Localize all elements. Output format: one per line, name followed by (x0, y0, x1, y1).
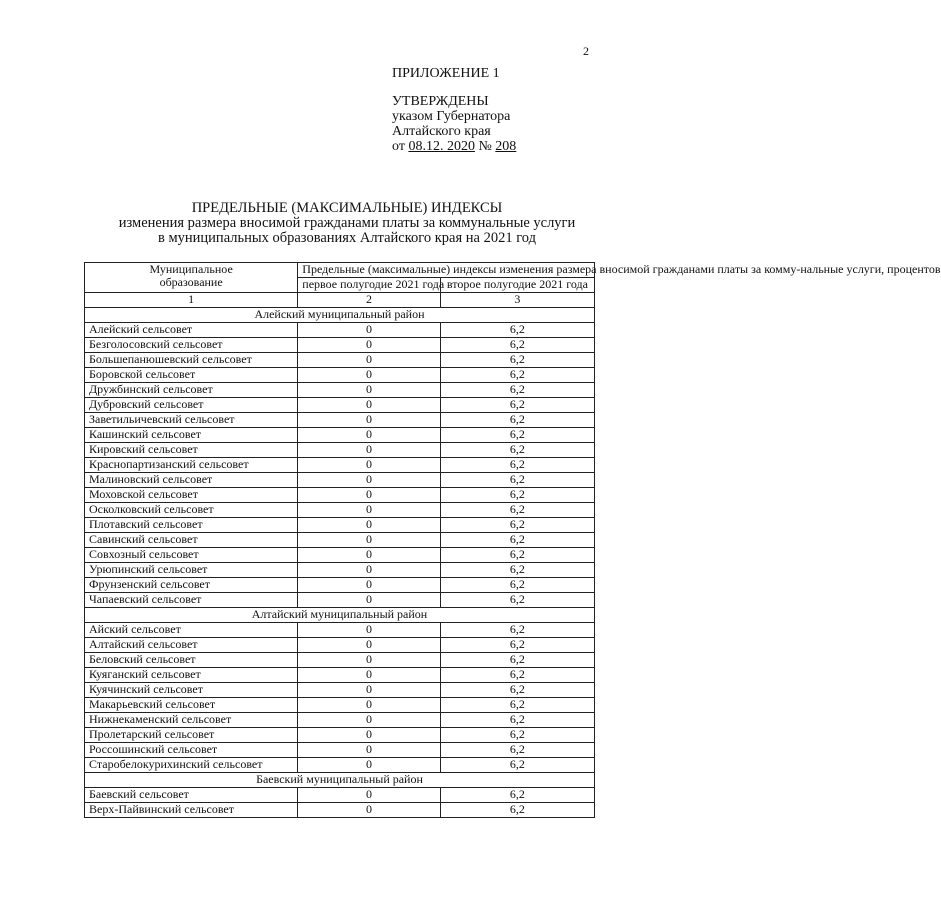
table-row (85, 578, 595, 593)
column-number-row (85, 293, 595, 308)
first-half-value: 0 (298, 398, 441, 413)
first-half-value: 0 (298, 413, 441, 428)
first-half-value: 0 (298, 338, 441, 353)
municipality-name: Беловский сельсовет (85, 653, 298, 668)
first-half-value: 0 (298, 683, 441, 698)
second-half-value: 6,2 (440, 383, 594, 398)
first-half-value: 0 (298, 668, 441, 683)
approved-label: УТВЕРЖДЕНЫ (392, 94, 489, 109)
second-half-value: 6,2 (440, 518, 594, 533)
number-prefix: № (478, 139, 492, 154)
column-number: 1 (85, 293, 298, 308)
municipality-name: Моховской сельсовет (85, 488, 298, 503)
second-half-value: 6,2 (440, 353, 594, 368)
second-half-value: 6,2 (440, 803, 594, 818)
first-half-value: 0 (298, 653, 441, 668)
table-row (85, 458, 595, 473)
district-row (85, 308, 595, 323)
table-row (85, 548, 595, 563)
second-half-value: 6,2 (440, 488, 594, 503)
municipality-name: Совхозный сельсовет (85, 548, 298, 563)
table-row (85, 803, 595, 818)
table-row (85, 743, 595, 758)
title-line-1: ПРЕДЕЛЬНЫЕ (МАКСИМАЛЬНЫЕ) ИНДЕКСЫ (191, 200, 503, 216)
first-half-value: 0 (298, 518, 441, 533)
municipality-name: Большепанюшевский сельсовет (85, 353, 298, 368)
second-half-value: 6,2 (440, 413, 594, 428)
second-half-value: 6,2 (440, 458, 594, 473)
district-row (85, 608, 595, 623)
first-half-value: 0 (298, 728, 441, 743)
approved-region-line: Алтайского края (392, 124, 491, 139)
first-half-value: 0 (298, 428, 441, 443)
municipality-name: Фрунзенский сельсовет (85, 578, 298, 593)
first-half-value: 0 (298, 353, 441, 368)
table-row (85, 443, 595, 458)
second-half-value: 6,2 (440, 563, 594, 578)
second-half-value: 6,2 (440, 728, 594, 743)
header-first-half: первое полугодие 2021 года (298, 278, 441, 293)
table-row (85, 623, 595, 638)
table-row (85, 653, 595, 668)
second-half-value: 6,2 (440, 398, 594, 413)
table-row (85, 713, 595, 728)
second-half-value: 6,2 (440, 323, 594, 338)
first-half-value: 0 (298, 488, 441, 503)
second-half-value: 6,2 (440, 593, 594, 608)
second-half-value: 6,2 (440, 443, 594, 458)
title-line-3: в муниципальных образованиях Алтайского края на 2021 год (158, 230, 536, 246)
municipality-name: Дубровский сельсовет (85, 398, 298, 413)
table-row (85, 383, 595, 398)
first-half-value: 0 (298, 458, 441, 473)
decree-number: 208 (495, 139, 517, 154)
table-row (85, 728, 595, 743)
municipality-name: Савинский сельсовет (85, 533, 298, 548)
second-half-value: 6,2 (440, 743, 594, 758)
table-row (85, 668, 595, 683)
municipality-name: Верх-Пайвинский сельсовет (85, 803, 298, 818)
municipality-name: Кашинский сельсовет (85, 428, 298, 443)
municipality-name: Заветильичевский сельсовет (85, 413, 298, 428)
decree-reference (392, 139, 516, 154)
first-half-value: 0 (298, 713, 441, 728)
table-row (85, 428, 595, 443)
first-half-value: 0 (298, 443, 441, 458)
document-title (82, 201, 612, 246)
table-row (85, 518, 595, 533)
first-half-value: 0 (298, 698, 441, 713)
municipality-name: Дружбинский сельсовет (85, 383, 298, 398)
first-half-value: 0 (298, 803, 441, 818)
column-number: 2 (298, 293, 441, 308)
table-row (85, 563, 595, 578)
first-half-value: 0 (298, 368, 441, 383)
first-half-value: 0 (298, 623, 441, 638)
approved-by-line: указом Губернатора (392, 109, 511, 124)
second-half-value: 6,2 (440, 548, 594, 563)
second-half-value: 6,2 (440, 503, 594, 518)
municipality-name: Россошинский сельсовет (85, 743, 298, 758)
table-row (85, 488, 595, 503)
first-half-value: 0 (298, 638, 441, 653)
district-name: Алейский муниципальный район (85, 308, 595, 323)
municipality-name: Краснопартизанский сельсовет (85, 458, 298, 473)
municipality-name: Старобелокурихинский сельсовет (85, 758, 298, 773)
first-half-value: 0 (298, 323, 441, 338)
second-half-value: 6,2 (440, 338, 594, 353)
approval-block (392, 66, 516, 154)
first-half-value: 0 (298, 788, 441, 803)
table-row (85, 473, 595, 488)
municipality-name: Нижнекаменский сельсовет (85, 713, 298, 728)
column-number: 3 (440, 293, 594, 308)
second-half-value: 6,2 (440, 698, 594, 713)
first-half-value: 0 (298, 473, 441, 488)
first-half-value: 0 (298, 548, 441, 563)
first-half-value: 0 (298, 743, 441, 758)
district-name: Алтайский муниципальный район (85, 608, 595, 623)
municipality-name: Кировский сельсовет (85, 443, 298, 458)
appendix-label: ПРИЛОЖЕНИЕ 1 (392, 66, 500, 81)
table-row (85, 593, 595, 608)
second-half-value: 6,2 (440, 533, 594, 548)
second-half-value: 6,2 (440, 578, 594, 593)
second-half-value: 6,2 (440, 368, 594, 383)
decree-date: 08.12. 2020 (408, 139, 475, 154)
second-half-value: 6,2 (440, 713, 594, 728)
municipality-name: Макарьевский сельсовет (85, 698, 298, 713)
title-line-2: изменения размера вносимой гражданами платы за коммунальные услуги (118, 215, 576, 231)
header-indices: Предельные (максимальные) индексы изменения размера вносимой гражданами платы за комму-нальные услуги, процентов (298, 263, 595, 278)
municipality-name: Куячинский сельсовет (85, 683, 298, 698)
municipality-name: Алейский сельсовет (85, 323, 298, 338)
first-half-value: 0 (298, 533, 441, 548)
page-number: 2 (583, 44, 589, 58)
municipality-name: Урюпинский сельсовет (85, 563, 298, 578)
table-row (85, 398, 595, 413)
first-half-value: 0 (298, 758, 441, 773)
table-row (85, 788, 595, 803)
municipality-name: Плотавский сельсовет (85, 518, 298, 533)
table-row (85, 368, 595, 383)
indices-table (84, 262, 941, 818)
table-row (85, 758, 595, 773)
table-row (85, 323, 595, 338)
municipality-name: Баевский сельсовет (85, 788, 298, 803)
district-row (85, 773, 595, 788)
table-row (85, 338, 595, 353)
municipality-name: Пролетарский сельсовет (85, 728, 298, 743)
municipality-name: Куяганский сельсовет (85, 668, 298, 683)
header-second-half: второе полугодие 2021 года (440, 278, 594, 293)
table-row (85, 683, 595, 698)
second-half-value: 6,2 (440, 683, 594, 698)
header-municipality: Муниципальное образование (85, 263, 298, 293)
table-row (85, 413, 595, 428)
second-half-value: 6,2 (440, 623, 594, 638)
municipality-name: Айский сельсовет (85, 623, 298, 638)
table-row (85, 698, 595, 713)
first-half-value: 0 (298, 383, 441, 398)
municipality-name: Малиновский сельсовет (85, 473, 298, 488)
district-name: Баевский муниципальный район (85, 773, 595, 788)
second-half-value: 6,2 (440, 473, 594, 488)
table-row (85, 503, 595, 518)
municipality-name: Чапаевский сельсовет (85, 593, 298, 608)
first-half-value: 0 (298, 593, 441, 608)
from-prefix: от (392, 139, 405, 154)
municipality-name: Осколковский сельсовет (85, 503, 298, 518)
table-row (85, 353, 595, 368)
second-half-value: 6,2 (440, 668, 594, 683)
first-half-value: 0 (298, 563, 441, 578)
table-row (85, 533, 595, 548)
municipality-name: Алтайский сельсовет (85, 638, 298, 653)
municipality-name: Безголосовский сельсовет (85, 338, 298, 353)
second-half-value: 6,2 (440, 428, 594, 443)
second-half-value: 6,2 (440, 788, 594, 803)
first-half-value: 0 (298, 503, 441, 518)
second-half-value: 6,2 (440, 758, 594, 773)
municipality-name: Боровской сельсовет (85, 368, 298, 383)
second-half-value: 6,2 (440, 653, 594, 668)
second-half-value: 6,2 (440, 638, 594, 653)
table-row (85, 638, 595, 653)
first-half-value: 0 (298, 578, 441, 593)
